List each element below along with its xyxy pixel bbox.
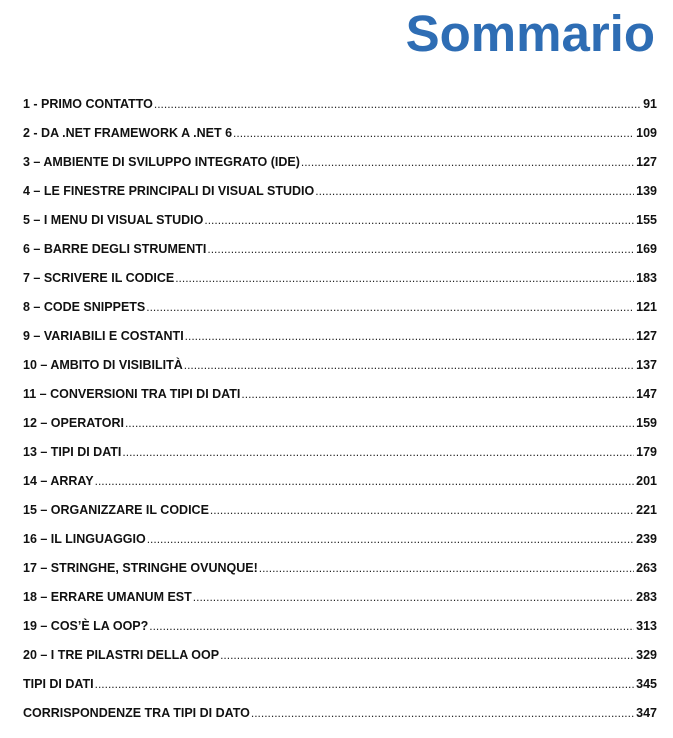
toc-dot-leader <box>259 558 634 572</box>
toc-entry-title: 20 – I TRE PILASTRI DELLA OOP <box>23 648 220 662</box>
toc-dot-leader <box>251 703 634 717</box>
toc-entry-title: 15 – ORGANIZZARE IL CODICE <box>23 503 209 517</box>
toc-entry-page-number: 183 <box>636 271 657 285</box>
toc-entry[interactable] <box>23 442 657 471</box>
toc-entry-page-number: 127 <box>636 329 657 343</box>
toc-dot-leader <box>122 442 634 456</box>
toc-entry[interactable] <box>23 674 657 703</box>
toc-entry-page-number: 221 <box>636 503 657 517</box>
toc-entry-title: 11 – CONVERSIONI TRA TIPI DI DATI <box>23 387 241 401</box>
toc-entry-title: 17 – STRINGHE, STRINGHE OVUNQUE! <box>23 561 258 575</box>
toc-entry-title: 19 – COS’È LA OOP? <box>23 619 149 633</box>
toc-entry-page-number: 313 <box>636 619 657 633</box>
toc-dot-leader <box>154 94 641 108</box>
toc-entry[interactable] <box>23 413 657 442</box>
toc-dot-leader <box>146 297 634 311</box>
toc-entry[interactable] <box>23 587 657 616</box>
toc-entry-title: 5 – I MENU DI VISUAL STUDIO <box>23 213 204 227</box>
toc-entry-page-number: 347 <box>636 706 657 720</box>
toc-entry-page-number: 155 <box>636 213 657 227</box>
toc-dot-leader <box>207 239 634 253</box>
toc-entry-page-number: 345 <box>636 677 657 691</box>
toc-entry-page-number: 179 <box>636 445 657 459</box>
toc-entry-page-number: 159 <box>636 416 657 430</box>
toc-entry-title: 12 – OPERATORI <box>23 416 124 430</box>
toc-entry[interactable] <box>23 94 657 123</box>
toc-entry[interactable] <box>23 152 657 181</box>
toc-entry[interactable] <box>23 558 657 587</box>
toc-entry-title: 2 - DA .NET FRAMEWORK A .NET 6 <box>23 126 233 140</box>
table-of-contents <box>23 94 657 732</box>
toc-entry-page-number: 91 <box>643 97 657 111</box>
toc-dot-leader <box>175 268 634 282</box>
toc-dot-leader <box>210 500 634 514</box>
toc-dot-leader <box>315 181 634 195</box>
toc-entry-title: 10 – AMBITO DI VISIBILITÀ <box>23 358 183 372</box>
toc-dot-leader <box>204 210 634 224</box>
toc-entry-title: 9 – VARIABILI E COSTANTI <box>23 329 184 343</box>
toc-dot-leader <box>149 616 634 630</box>
toc-entry-page-number: 201 <box>636 474 657 488</box>
toc-entry-title: 14 – ARRAY <box>23 474 94 488</box>
toc-entry-title: 4 – LE FINESTRE PRINCIPALI DI VISUAL STUDIO <box>23 184 315 198</box>
toc-entry[interactable] <box>23 384 657 413</box>
toc-entry-title: TIPI DI DATI <box>23 677 94 691</box>
toc-dot-leader <box>184 355 634 369</box>
toc-entry[interactable] <box>23 268 657 297</box>
toc-dot-leader <box>95 674 635 688</box>
toc-entry[interactable] <box>23 123 657 152</box>
toc-dot-leader <box>185 326 634 340</box>
toc-entry[interactable] <box>23 500 657 529</box>
toc-entry-page-number: 137 <box>636 358 657 372</box>
toc-entry-title: 13 – TIPI DI DATI <box>23 445 122 459</box>
toc-entry-page-number: 169 <box>636 242 657 256</box>
toc-entry[interactable] <box>23 181 657 210</box>
toc-entry[interactable] <box>23 210 657 239</box>
toc-dot-leader <box>95 471 635 485</box>
toc-entry[interactable] <box>23 616 657 645</box>
toc-entry-title: 18 – ERRARE UMANUM EST <box>23 590 192 604</box>
toc-entry[interactable] <box>23 529 657 558</box>
page-title: Sommario <box>405 5 655 62</box>
toc-dot-leader <box>241 384 634 398</box>
toc-entry-title: 8 – CODE SNIPPETS <box>23 300 146 314</box>
toc-entry-title: 7 – SCRIVERE IL CODICE <box>23 271 175 285</box>
toc-entry-page-number: 127 <box>636 155 657 169</box>
toc-entry-title: 1 - PRIMO CONTATTO <box>23 97 153 111</box>
toc-entry-page-number: 139 <box>636 184 657 198</box>
toc-entry[interactable] <box>23 239 657 268</box>
toc-entry-page-number: 283 <box>636 590 657 604</box>
toc-entry[interactable] <box>23 297 657 326</box>
toc-dot-leader <box>220 645 634 659</box>
toc-entry[interactable] <box>23 645 657 674</box>
toc-entry[interactable] <box>23 703 657 732</box>
toc-dot-leader <box>193 587 634 601</box>
toc-entry-page-number: 121 <box>636 300 657 314</box>
toc-entry[interactable] <box>23 326 657 355</box>
toc-dot-leader <box>301 152 634 166</box>
toc-dot-leader <box>233 123 634 137</box>
toc-entry-page-number: 147 <box>636 387 657 401</box>
toc-dot-leader <box>125 413 634 427</box>
toc-entry-page-number: 263 <box>636 561 657 575</box>
toc-entry-page-number: 239 <box>636 532 657 546</box>
toc-entry[interactable] <box>23 355 657 384</box>
toc-entry-page-number: 329 <box>636 648 657 662</box>
toc-entry-title: 3 – AMBIENTE DI SVILUPPO INTEGRATO (IDE) <box>23 155 300 169</box>
toc-dot-leader <box>147 529 634 543</box>
toc-entry[interactable] <box>23 471 657 500</box>
toc-entry-title: 6 – BARRE DEGLI STRUMENTI <box>23 242 207 256</box>
toc-entry-page-number: 109 <box>636 126 657 140</box>
toc-entry-title: 16 – IL LINGUAGGIO <box>23 532 146 546</box>
toc-entry-title: CORRISPONDENZE TRA TIPI DI DATO <box>23 706 250 720</box>
